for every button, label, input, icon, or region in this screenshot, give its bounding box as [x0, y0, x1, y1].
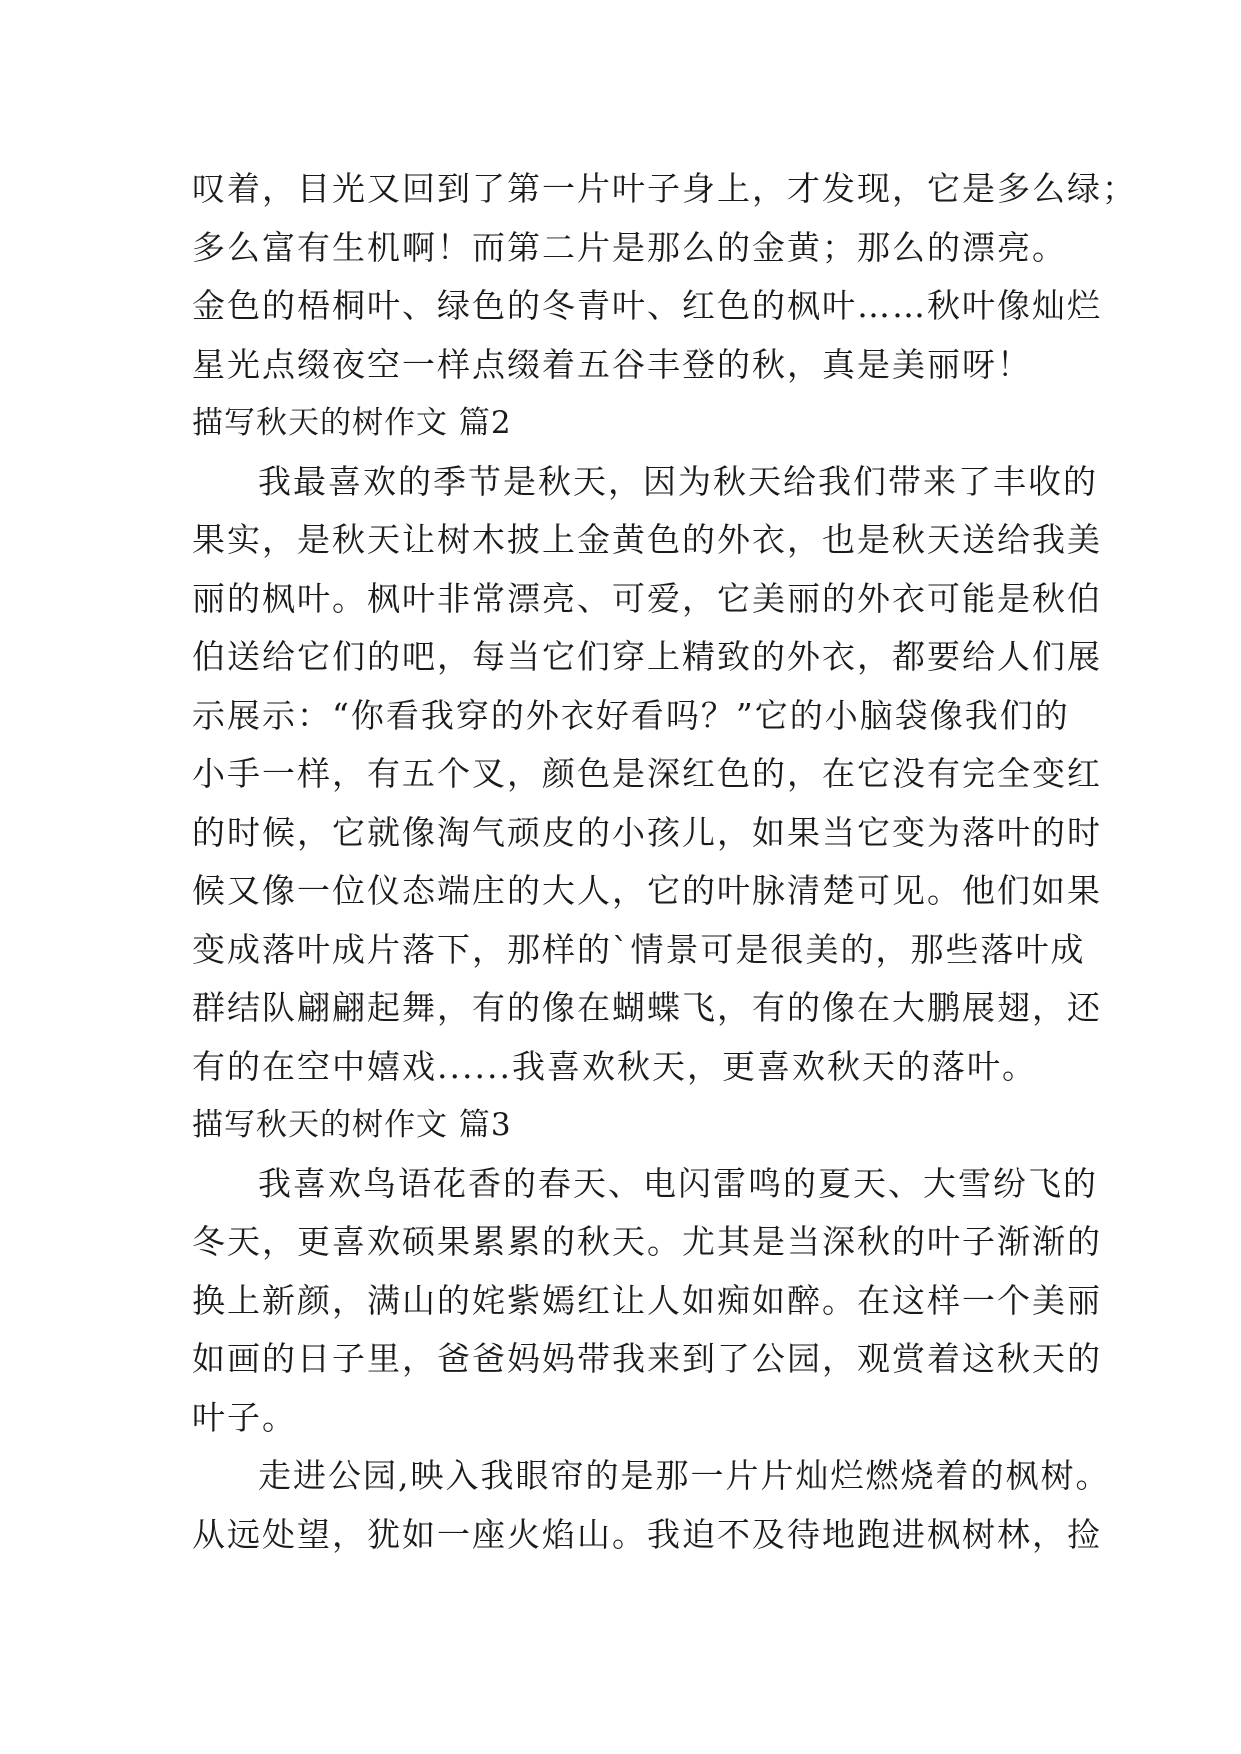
- text-line: 多么富有生机啊！而第二片是那么的金黄；那么的漂亮。: [192, 227, 1067, 267]
- text-line: 叹着，目光又回到了第一片叶子身上，才发现，它是多么绿；: [192, 169, 1137, 208]
- text-line: 金色的梧桐叶、绿色的冬青叶、红色的枫叶……秋叶像灿烂: [192, 286, 1102, 325]
- text-line: 的时候，它就像淘气顽皮的小孩儿，如果当它变为落叶的时: [192, 812, 1102, 852]
- text-line: 丽的枫叶。枫叶非常漂亮、可爱，它美丽的外衣可能是秋伯: [192, 578, 1102, 618]
- text-line: 冬天，更喜欢硕果累累的秋天。尤其是当深秋的叶子渐渐的: [192, 1222, 1102, 1261]
- section-heading: 描写秋天的树作文 篇3: [192, 1107, 512, 1143]
- text-line: 星光点缀夜空一样点缀着五谷丰登的秋，真是美丽呀！: [192, 344, 1032, 384]
- text-line: 伯送给它们的吧，每当它们穿上精致的外衣，都要给人们展: [192, 637, 1102, 676]
- text-line: 如画的日子里，爸爸妈妈带我来到了公园，观赏着这秋天的: [192, 1339, 1102, 1378]
- paragraph-first-line: 我喜欢鸟语花香的春天、电闪雷鸣的夏天、大雪纷飞的: [258, 1163, 1098, 1203]
- paragraph-first-line: 走进公园,映入我眼帘的是那一片片灿烂燃烧着的枫树。: [258, 1456, 1111, 1495]
- text-line: 候又像一位仪态端庄的大人，它的叶脉清楚可见。他们如果: [192, 871, 1102, 910]
- text-line: 群结队翩翩起舞，有的像在蝴蝶飞，有的像在大鹏展翅，还: [192, 988, 1102, 1027]
- text-line: 换上新颜，满山的姹紫嫣红让人如痴如醉。在这样一个美丽: [192, 1280, 1102, 1320]
- text-line: 变成落叶成片落下，那样的`情景可是很美的，那些落叶成: [192, 929, 1086, 969]
- document-body: [192, 160, 1137, 1564]
- text-line: 叶子。: [192, 1397, 297, 1437]
- section-heading: 描写秋天的树作文 篇2: [192, 405, 512, 441]
- text-line: 果实，是秋天让树木披上金黄色的外衣，也是秋天送给我美: [192, 520, 1102, 559]
- text-line: 小手一样，有五个叉，颜色是深红色的，在它没有完全变红: [192, 754, 1102, 793]
- text-line: 示展示：“你看我穿的外衣好看吗？”它的小脑袋像我们的: [192, 695, 1070, 735]
- paragraph-first-line: 我最喜欢的季节是秋天，因为秋天给我们带来了丰收的: [258, 461, 1098, 501]
- text-line: 从远处望，犹如一座火焰山。我迫不及待地跑进枫树林，捡: [192, 1514, 1102, 1554]
- text-line: 有的在空中嬉戏......我喜欢秋天，更喜欢秋天的落叶。: [192, 1046, 1037, 1086]
